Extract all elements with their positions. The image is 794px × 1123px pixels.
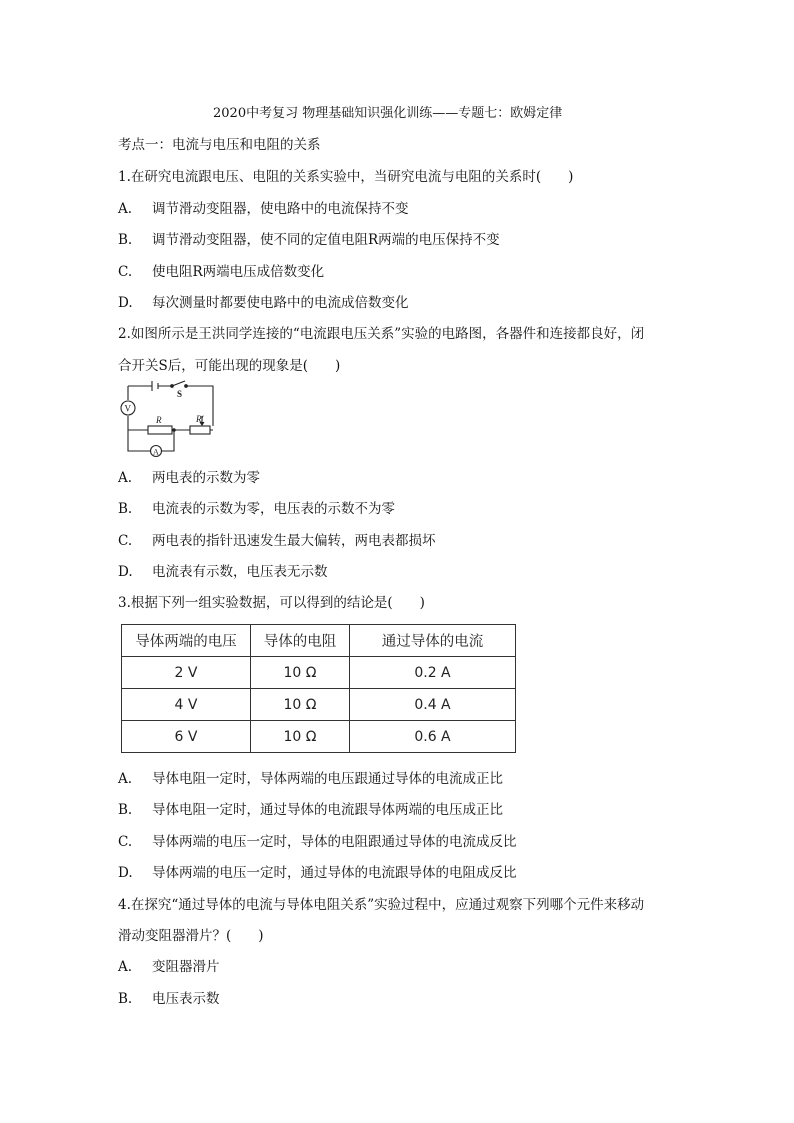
q4-option-b [118,990,220,1008]
junction-node [173,429,175,431]
voltmeter-label: V [124,403,131,414]
option-letter: A. [118,201,133,217]
option-text: 电流表有示数，电压表无示数 [152,564,328,580]
table-row [122,657,516,689]
option-text: 使电阻R两端电压成倍数变化 [152,264,325,280]
q3-stem: 3.根据下列一组实验数据，可以得到的结论是( ) [118,595,425,611]
table-cell: 10 Ω [251,657,350,689]
q3-option-c [118,833,517,851]
q3-option-a [118,770,503,788]
section-heading: 考点一：电流与电压和电阻的关系 [118,137,321,153]
option-letter: A. [118,959,133,975]
q4-stem-line1: 4.在探究“通过导体的电流与导体电阻关系”实验过程中，应通过观察下列哪个元件来移动 [118,897,645,913]
q2-option-c [118,532,436,550]
rheostat-label: R' [196,414,204,424]
option-text: 导体两端的电压一定时，导体的电阻跟通过导体的电流成反比 [152,834,517,850]
table-header-cell: 通过导体的电流 [350,625,516,657]
table-cell: 6 V [122,721,251,753]
q3-option-b [118,801,503,819]
option-letter: C. [118,533,133,549]
q2-stem-line1: 2.如图所示是王洪同学连接的“电流跟电压关系”实验的电路图，各器件和连接都良好，闭 [118,326,645,342]
option-text: 每次测量时都要使电路中的电流成倍数变化 [152,295,409,311]
data-table [121,624,516,753]
table-header-cell: 导体的电阻 [251,625,350,657]
circuit-diagram [118,378,218,460]
table-row [122,721,516,753]
option-text: 调节滑动变阻器，使不同的定值电阻R两端的电压保持不变 [152,232,500,248]
option-letter: B. [118,501,133,517]
table-cell: 4 V [122,689,251,721]
option-letter: C. [118,834,133,850]
resistor-symbol [148,426,172,434]
table-cell: 10 Ω [251,721,350,753]
option-letter: B. [118,991,133,1007]
switch-label: S [177,389,183,399]
option-text: 电流表的示数为零，电压表的示数不为零 [152,501,395,517]
resistor-label: R [156,415,162,425]
option-letter: D. [118,295,133,311]
option-text: 导体电阻一定时，导体两端的电压跟通过导体的电流成正比 [152,771,503,787]
q1-option-c [118,263,324,281]
option-text: 导体电阻一定时，通过导体的电流跟导体两端的电压成正比 [152,802,503,818]
q4-option-a [118,958,220,976]
option-text: 两电表的指针迅速发生最大偏转，两电表都损坏 [152,533,436,549]
option-letter: D. [118,564,133,580]
option-text: 调节滑动变阻器，使电路中的电流保持不变 [152,201,409,217]
table-header-row [122,625,516,657]
table-cell: 10 Ω [251,689,350,721]
table-row [122,689,516,721]
q2-option-b [118,500,395,518]
option-letter: D. [118,865,133,881]
q1-option-d [118,294,409,312]
option-letter: C. [118,264,133,280]
table-cell: 2 V [122,657,251,689]
option-letter: B. [118,232,133,248]
option-letter: A. [118,470,133,486]
page-title: 2020中考复习 物理基础知识强化训练——专题七：欧姆定律 [213,106,563,121]
q4-stem-line2: 滑动变阻器滑片？( ) [118,928,264,944]
table-cell: 0.6 A [350,721,516,753]
option-text: 导体两端的电压一定时，通过导体的电流跟导体的电阻成反比 [152,865,517,881]
q3-option-d [118,864,517,882]
option-letter: A. [118,771,133,787]
q2-option-d [118,563,328,581]
ammeter-label: A [153,447,159,457]
q2-option-a [118,469,260,487]
option-letter: B. [118,802,133,818]
q1-option-b [118,231,500,249]
option-text: 电压表示数 [152,991,220,1007]
table-cell: 0.2 A [350,657,516,689]
rheostat-symbol [190,426,210,434]
switch-pivot [171,385,174,388]
table-cell: 0.4 A [350,689,516,721]
table-header-cell: 导体两端的电压 [122,625,251,657]
switch-contact [185,385,188,388]
option-text: 变阻器滑片 [152,959,220,975]
option-text: 两电表的示数为零 [152,470,260,486]
q1-stem: 1.在研究电流跟电压、电阻的关系实验中，当研究电流与电阻的关系时( ) [118,169,574,185]
q2-stem-line2: 合开关S后，可能出现的现象是( ) [118,358,341,374]
q1-option-a [118,200,409,218]
switch-blade [172,381,185,386]
